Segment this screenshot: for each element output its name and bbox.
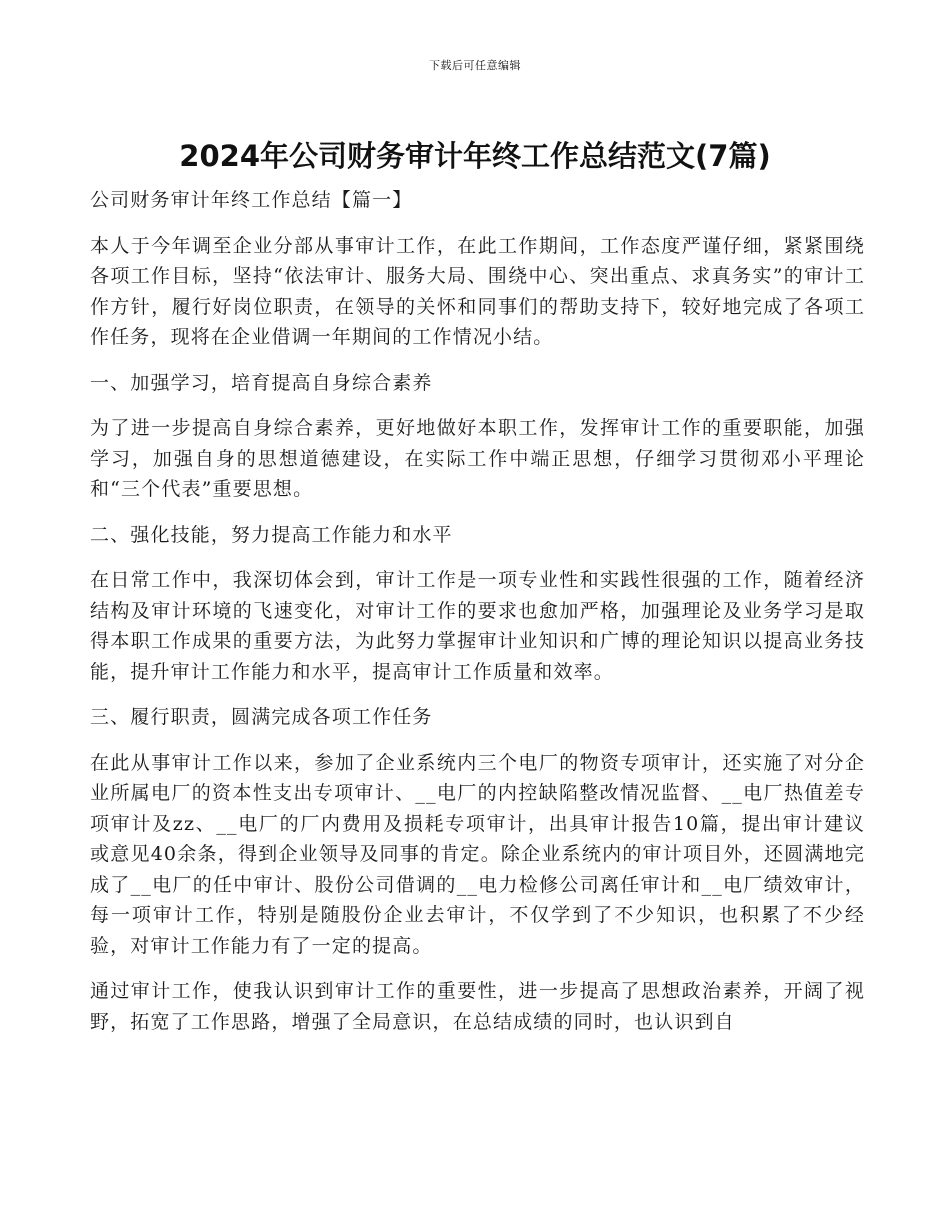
body-paragraph-duties: 在此从事审计工作以来，参加了企业系统内三个电厂的物资专项审计，还实施了对分企业所属电厂的资本性支出专项审计、__电厂的内控缺陷整改情况监督、__电厂热值差专项审计及zz、__电厂的厂内费用及损耗专项审计，出具审计报告10篇，提出审计建议或意见40余条，得到企业领导及同事的肯定。除企业系统内的审计项目外，还圆满地完成了__电厂的任中审计、股份公司借调的__电力检修公司离任审计和__电厂绩效审计，每一项审计工作，特别是随股份企业去审计，不仅学到了不少知识，也积累了不少经验，对审计工作能力有了一定的提高。 xyxy=(90,751,865,957)
document-body xyxy=(90,185,865,1052)
document-title: 2024年公司财务审计年终工作总结范文(7篇) xyxy=(179,139,771,173)
header-note: 下载后可任意编辑 xyxy=(429,59,521,72)
section-heading-study: 一、加强学习，培育提高自身综合素养 xyxy=(90,371,433,394)
section-heading-skills: 二、强化技能，努力提高工作能力和水平 xyxy=(90,523,453,546)
body-paragraph-intro: 本人于今年调至企业分部从事审计工作，在此工作期间，工作态度严谨仔细，紧紧围绕各项工作目标，坚持“依法审计、服务大局、围绕中心、突出重点、求真务实”的审计工作方针，履行好岗位职责，在领导的关怀和同事们的帮助支持下，较好地完成了各项工作任务，现将在企业借调一年期间的工作情况小结。 xyxy=(90,234,865,348)
body-paragraph-study: 为了进一步提高自身综合素养，更好地做好本职工作，发挥审计工作的重要职能，加强学习，加强自身的思想道德建设，在实际工作中端正思想，仔细学习贯彻邓小平理论和“三个代表”重要思想。 xyxy=(90,417,865,500)
body-paragraph-reflection: 通过审计工作，使我认识到审计工作的重要性，进一步提高了思想政治素养，开阔了视野，拓宽了工作思路，增强了全局意识，在总结成绩的同时，也认识到自 xyxy=(90,980,865,1033)
body-paragraph-skills: 在日常工作中，我深切体会到，审计工作是一项专业性和实践性很强的工作，随着经济结构及审计环境的飞速变化，对审计工作的要求也愈加严格，加强理论及业务学习是取得本职工作成果的重要方法，为此努力掌握审计业知识和广博的理论知识以提高业务技能，提升审计工作能力和水平，提高审计工作质量和效率。 xyxy=(90,569,865,683)
section-heading-part-one: 公司财务审计年终工作总结【篇一】 xyxy=(90,189,413,211)
section-heading-duties: 三、履行职责，圆满完成各项工作任务 xyxy=(90,706,433,728)
